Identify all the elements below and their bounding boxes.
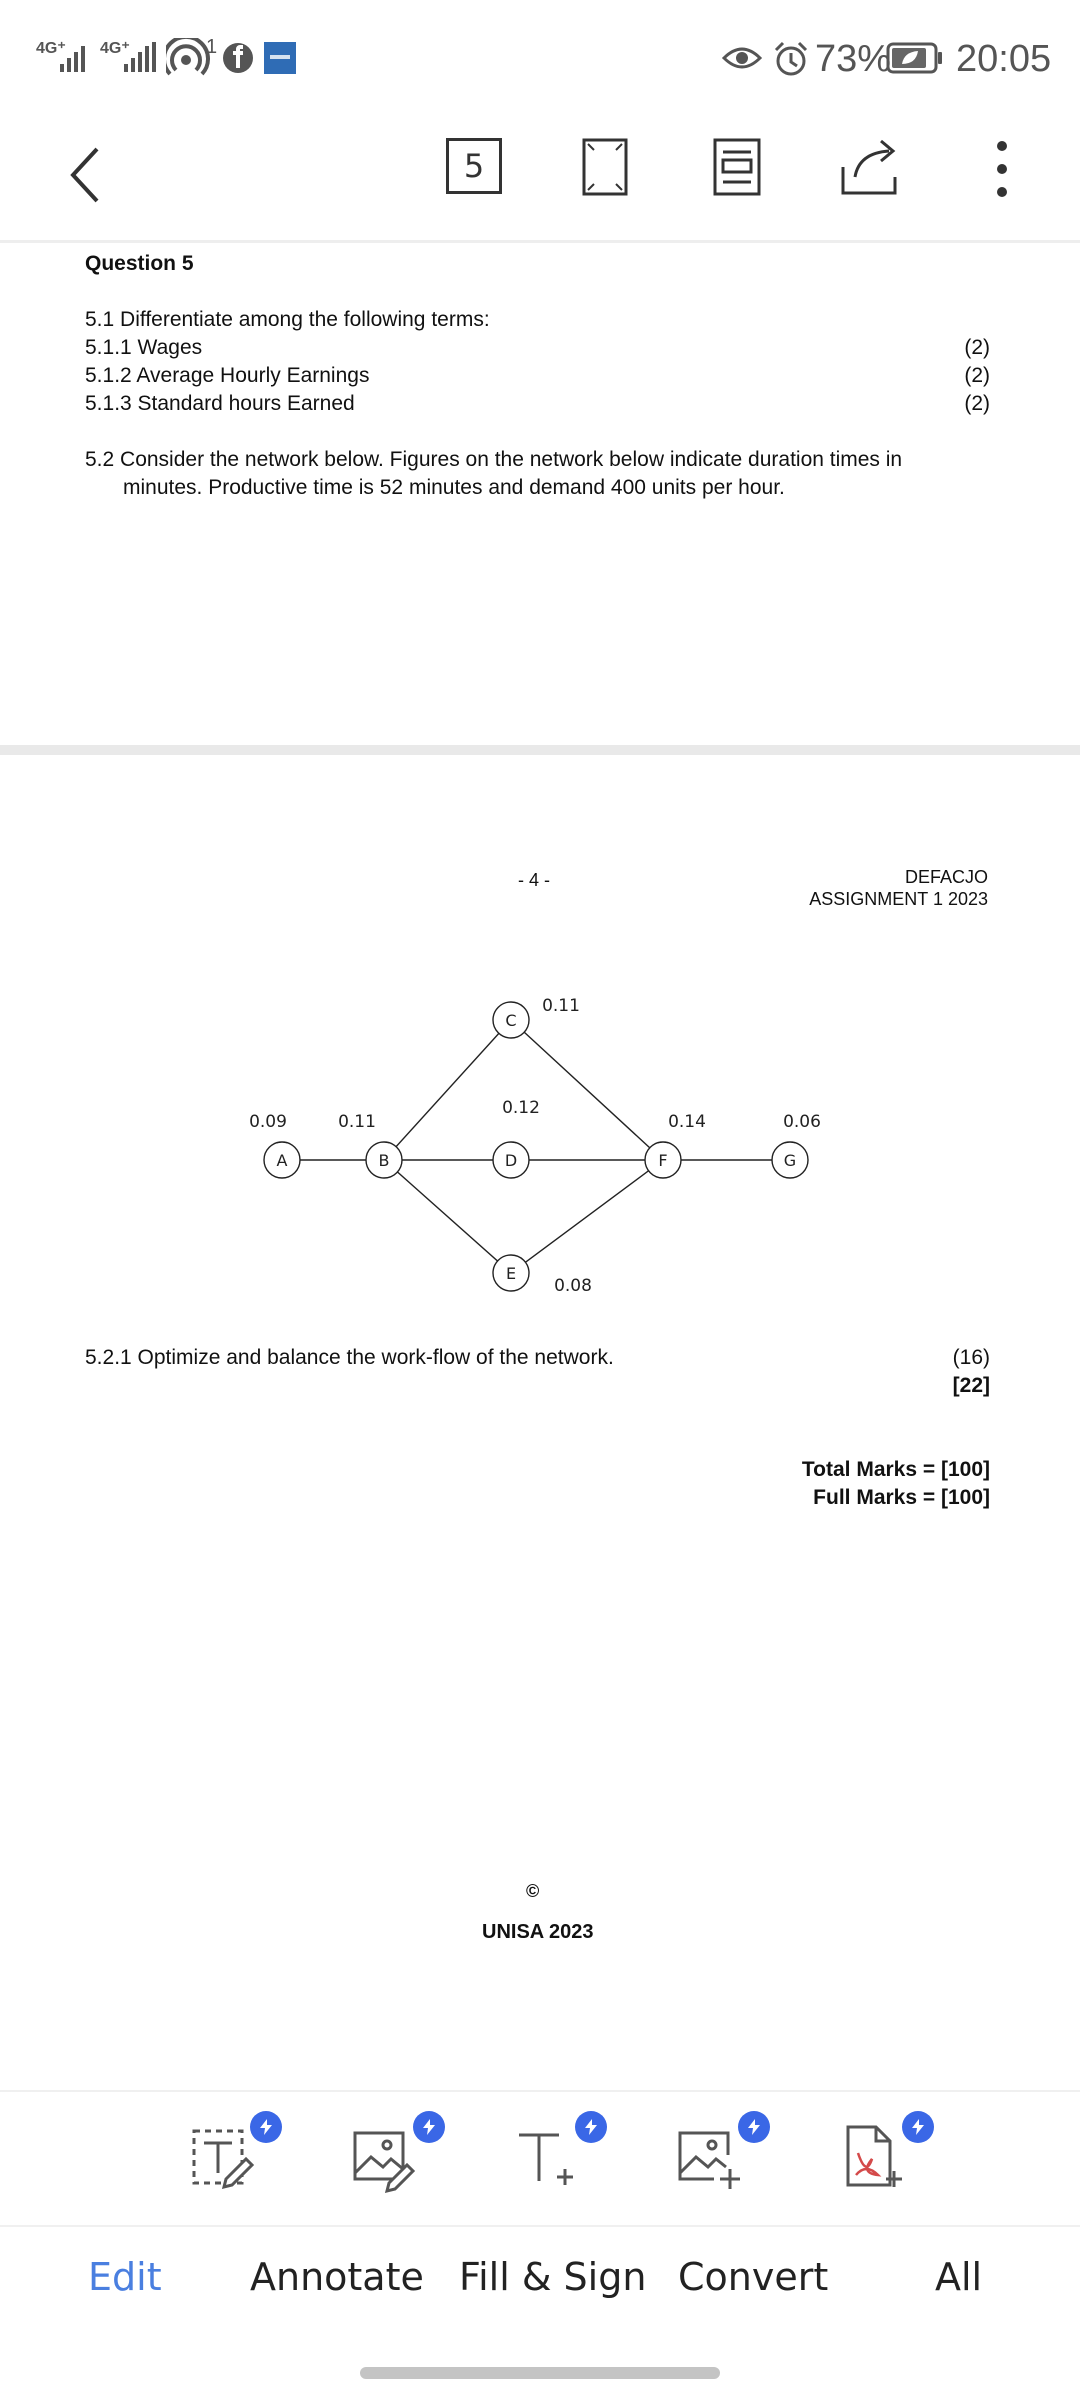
edit-text-icon — [180, 2115, 260, 2195]
edge-c-f — [511, 1020, 663, 1160]
hotspot-count: 1 — [206, 36, 218, 58]
back-button[interactable] — [50, 130, 120, 220]
tab-fill-sign[interactable]: Fill & Sign — [459, 2255, 647, 2299]
pdf-sign-icon — [832, 2115, 912, 2195]
tab-edit[interactable]: Edit — [88, 2255, 162, 2299]
home-indicator[interactable] — [360, 2367, 720, 2379]
edge-b-e — [384, 1160, 511, 1273]
edit-text-tool[interactable] — [180, 2115, 260, 2195]
item-marks: (2) — [964, 392, 990, 415]
node-label: G — [783, 1151, 797, 1170]
node-time: 0.11 — [542, 996, 580, 1016]
node-label: A — [276, 1151, 288, 1170]
edge-e-f — [511, 1160, 663, 1273]
tab-annotate[interactable]: Annotate — [250, 2255, 424, 2299]
clock-time: 20:05 — [956, 38, 1052, 80]
node-d — [493, 1098, 540, 1178]
network-type-label-2: 4G⁺ — [100, 40, 130, 57]
lightning-icon — [909, 2118, 927, 2136]
share-button[interactable] — [838, 136, 902, 198]
node-time: 0.09 — [249, 1112, 287, 1132]
list-item — [85, 306, 990, 334]
lightning-icon — [257, 2118, 275, 2136]
item-text: 5.1.2 Average Hourly Earnings — [85, 364, 370, 387]
node-time: 0.11 — [338, 1112, 376, 1132]
share-icon — [839, 137, 901, 197]
node-time: 0.12 — [502, 1098, 540, 1118]
node-label: B — [378, 1151, 390, 1170]
hotspot-icon — [166, 38, 210, 78]
node-b — [338, 1112, 402, 1178]
node-label: C — [505, 1011, 517, 1030]
page-separator — [0, 745, 1080, 755]
edge-b-c — [384, 1020, 511, 1160]
item-text: 5.1.3 Standard hours Earned — [85, 392, 355, 415]
network-diagram — [220, 980, 860, 1320]
footer-label: UNISA 2023 — [482, 1921, 594, 1943]
full-marks: Full Marks = [100] — [813, 1486, 990, 1509]
more-options-button[interactable] — [980, 136, 1024, 202]
status-bar — [0, 0, 1080, 110]
premium-badge — [575, 2111, 607, 2143]
network-type-label: 4G⁺ — [36, 40, 66, 57]
eye-comfort-icon — [722, 44, 762, 72]
assignment-label: ASSIGNMENT 1 2023 — [809, 889, 988, 909]
alarm-icon — [772, 40, 810, 78]
back-icon — [65, 145, 105, 205]
premium-badge — [738, 2111, 770, 2143]
node-label: D — [504, 1151, 518, 1170]
fullscreen-icon — [582, 138, 628, 196]
tools-divider — [0, 2090, 1080, 2092]
page-label: - 4 - — [518, 870, 551, 890]
edit-image-icon — [343, 2115, 423, 2195]
total-marks: Total Marks = [100] — [801, 1458, 990, 1481]
premium-badge — [902, 2111, 934, 2143]
question-total-marks: [22] — [952, 1374, 990, 1397]
node-a — [249, 1112, 300, 1178]
item-text: 5.1 Differentiate among the following terms: — [85, 308, 490, 331]
battery-icon — [886, 42, 944, 74]
question-5-2-1: 5.2.1 Optimize and balance the work-flow of the network. — [85, 1346, 614, 1369]
lightning-icon — [582, 2118, 600, 2136]
node-time: 0.08 — [554, 1276, 592, 1296]
network-paragraph-line2: minutes. Productive time is 52 minutes and demand 400 units per hour. — [123, 476, 785, 499]
node-label: F — [658, 1151, 668, 1170]
course-code: DEFACJO — [904, 867, 988, 887]
notification-app-icon — [264, 42, 296, 74]
node-time: 0.14 — [668, 1112, 706, 1132]
facebook-icon — [222, 42, 254, 74]
tab-all[interactable]: All — [935, 2255, 983, 2299]
copyright-symbol: © — [526, 1881, 540, 1901]
node-f — [645, 1112, 706, 1178]
add-image-tool[interactable] — [668, 2115, 748, 2195]
node-c — [493, 996, 580, 1038]
toolbar-divider — [0, 240, 1080, 243]
reading-mode-button[interactable] — [712, 136, 762, 198]
item-text: 5.1.1 Wages — [85, 336, 203, 359]
list-item — [85, 334, 990, 362]
node-time: 0.06 — [783, 1112, 821, 1132]
reading-mode-icon — [713, 138, 761, 196]
edit-image-tool[interactable] — [343, 2115, 423, 2195]
battery-percent: 73% — [815, 38, 892, 80]
question-5-2-1-marks: (16) — [952, 1346, 990, 1369]
question-heading: Question 5 — [85, 252, 194, 275]
document-header-right — [809, 866, 988, 910]
list-item — [85, 362, 990, 390]
tabs-divider — [0, 2225, 1080, 2227]
document-toolbar — [0, 110, 1080, 240]
add-image-icon — [668, 2115, 748, 2195]
item-marks: (2) — [964, 336, 990, 359]
node-e — [493, 1255, 592, 1296]
lightning-icon — [420, 2118, 438, 2136]
page-number-button[interactable] — [446, 138, 502, 194]
page-number-label: 5 — [463, 147, 485, 185]
network-paragraph-line1: 5.2 Consider the network below. Figures on the network below indicate duration times in — [85, 448, 903, 471]
pdf-sign-tool[interactable] — [832, 2115, 912, 2195]
premium-badge — [413, 2111, 445, 2143]
node-g — [772, 1112, 821, 1178]
more-icon — [995, 138, 1009, 200]
item-marks: (2) — [964, 364, 990, 387]
premium-badge — [250, 2111, 282, 2143]
add-text-tool[interactable] — [505, 2115, 585, 2195]
list-item — [85, 390, 990, 418]
fullscreen-button[interactable] — [580, 136, 630, 198]
add-text-icon — [505, 2115, 585, 2195]
node-label: E — [505, 1264, 517, 1283]
lightning-icon — [745, 2118, 763, 2136]
tab-convert[interactable]: Convert — [678, 2255, 829, 2299]
question-list — [85, 306, 990, 418]
